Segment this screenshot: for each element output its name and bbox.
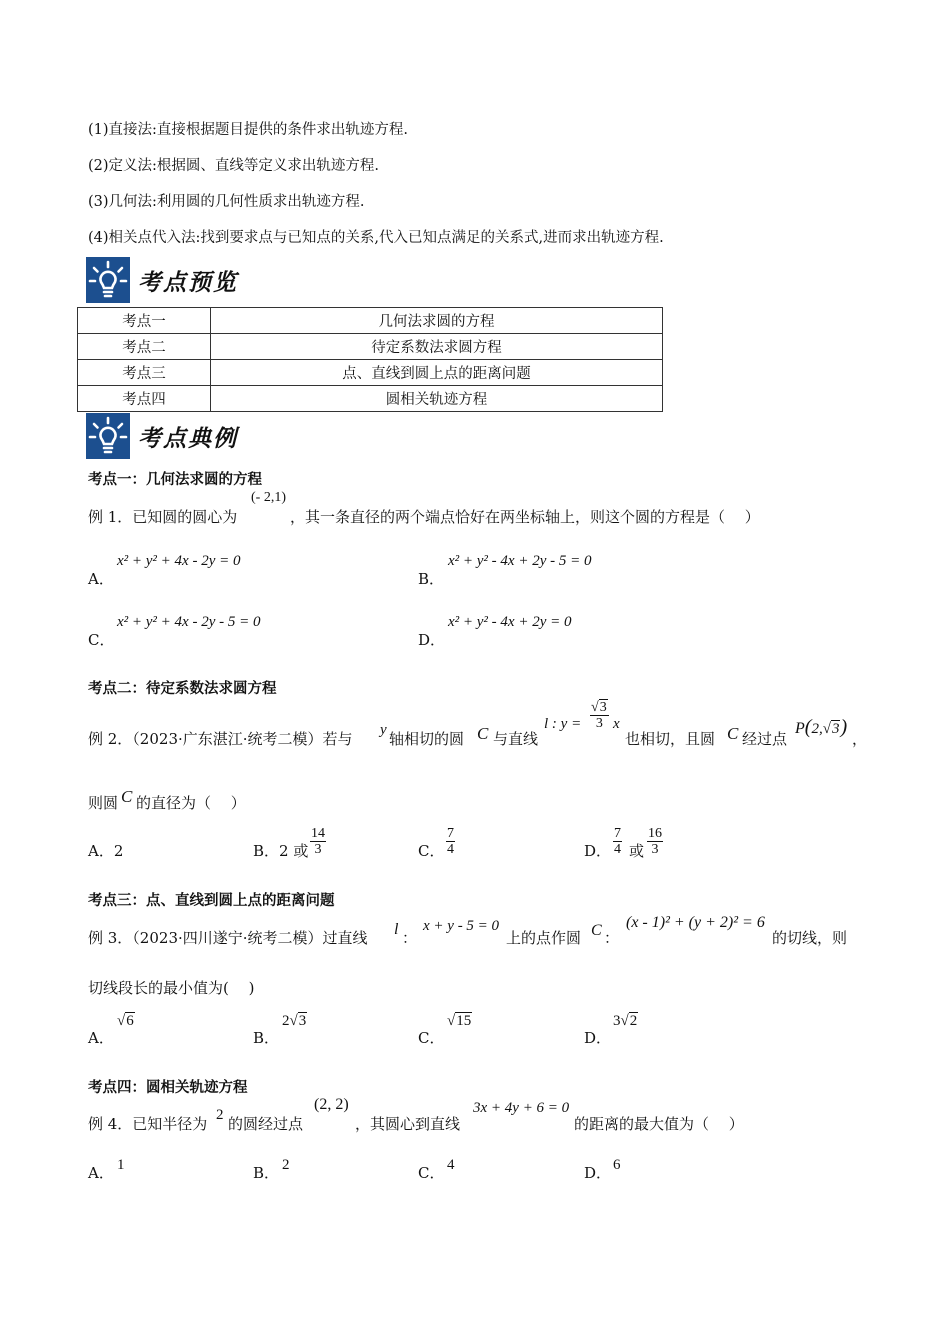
example-4-option-b-val: 2 [282, 1157, 290, 1173]
example-4-option-c-val: 4 [447, 1157, 455, 1173]
example-2-text-f: ， [852, 730, 868, 748]
example-2-line-l: l : y = [544, 716, 582, 732]
example-2-slope-num: 3 [599, 700, 607, 715]
sqrt-coef: 2 [282, 1013, 290, 1029]
example-2-c2: C [727, 724, 739, 743]
frac-num: 14 [311, 826, 325, 841]
example-3-text-b: 上的点作圆 [506, 929, 582, 947]
table-cell: 待定系数法求圆方程 [211, 334, 663, 360]
frac-num: 7 [447, 826, 454, 841]
frac-num: 16 [648, 826, 662, 841]
example-2-x: x [613, 716, 620, 732]
section-2-title: 考点二：待定系数法求圆方程 [88, 681, 277, 697]
example-1-option-d-eq: x² + y² - 4x + 2y = 0 [448, 614, 572, 630]
example-4-option-a-val: 1 [117, 1157, 125, 1173]
examples-banner-title: 考点典例 [138, 425, 238, 452]
example-2-option-a: A．2 [88, 842, 124, 860]
example-1-text-b: ，其一条直径的两个端点恰好在两坐标轴上，则这个圆的方程是（ ） [290, 508, 760, 526]
example-1-option-c-eq: x² + y² + 4x - 2y - 5 = 0 [117, 614, 261, 630]
example-1-option-b-label: B． [418, 570, 445, 588]
example-2-option-c-frac [446, 826, 455, 857]
preview-banner [86, 256, 286, 304]
table-cell: 几何法求圆的方程 [211, 308, 663, 334]
frac-num: 7 [614, 826, 621, 841]
example-2-c: C [477, 724, 489, 743]
example-3-c: C [591, 922, 602, 939]
frac-den: 3 [651, 842, 659, 857]
example-3-colon2: ： [604, 929, 620, 947]
table-cell: 点、直线到圆上点的距离问题 [211, 360, 663, 386]
example-2-point-p: P [795, 720, 805, 737]
example-1-option-a-label: A． [88, 570, 114, 588]
example-1-text-a: 例 1．已知圆的圆心为 [88, 508, 238, 526]
example-3-option-c-val: √15 [447, 1013, 472, 1029]
example-2-point-x: 2, [811, 721, 823, 737]
example-4-option-c-label: C． [418, 1164, 445, 1182]
example-2-text-g: 则圆 [88, 794, 119, 812]
example-1-center: (- 2,1) [251, 490, 286, 505]
example-2-y: y [380, 722, 387, 738]
example-2-text-c: 与直线 [493, 730, 539, 748]
example-4-text-b: 的圆经过点 [228, 1115, 304, 1133]
table-cell: 考点三 [78, 360, 211, 386]
example-2-option-d-frac2 [647, 826, 663, 857]
example-3-option-b-label: B． [253, 1029, 280, 1047]
example-3-option-d-label: D． [584, 1029, 612, 1047]
example-1-option-a-eq: x² + y² + 4x - 2y = 0 [117, 553, 241, 569]
table-cell: 圆相关轨迹方程 [211, 386, 663, 412]
lightbulb-icon [86, 257, 130, 303]
example-4-r: 2 [216, 1107, 224, 1123]
example-4-text-c: ，其圆心到直线 [355, 1115, 461, 1133]
example-2-text-d: 也相切，且圆 [625, 730, 716, 748]
example-2-point: P(2,√3) [795, 716, 848, 738]
example-4-text-a: 例 4．已知半径为 [88, 1115, 208, 1133]
frac-den: 3 [314, 842, 322, 857]
examples-banner [86, 412, 286, 460]
table-cell: 考点一 [78, 308, 211, 334]
example-2-option-d-label: D． [584, 842, 612, 860]
example-2-option-b-frac [310, 826, 326, 857]
table-row [78, 360, 663, 386]
example-3-line-eq: x + y - 5 = 0 [423, 918, 500, 934]
sqrt-coef: 3 [613, 1013, 621, 1029]
example-3-l: l [394, 921, 399, 938]
example-4-option-d-label: D． [584, 1164, 612, 1182]
example-3-option-d-val: 3√2 [613, 1013, 638, 1029]
example-1-option-b-eq: x² + y² - 4x + 2y - 5 = 0 [448, 553, 592, 569]
example-2-option-d-or: 或 [629, 842, 645, 860]
example-4-point: (2, 2) [314, 1096, 349, 1113]
table-cell: 考点四 [78, 386, 211, 412]
example-3-option-b-val: 2√3 [282, 1013, 307, 1029]
frac-den: 4 [614, 842, 621, 857]
preview-banner-title: 考点预览 [138, 269, 238, 296]
table-row [78, 308, 663, 334]
example-3-text-d: 切线段长的最小值为( ) [88, 979, 255, 997]
example-2-point-y: 3 [831, 721, 840, 737]
example-1-option-d-label: D． [418, 631, 446, 649]
table-cell: 考点二 [78, 334, 211, 360]
section-4-title: 考点四：圆相关轨迹方程 [88, 1080, 248, 1096]
example-2-slope: $\frac{√3}{3}$ [591, 700, 607, 731]
example-3-text-a: 例 3．（2023·四川遂宁·统考二模）过直线 [88, 929, 368, 947]
method-3: (3)几何法:利用圆的几何性质求出轨迹方程. [88, 194, 365, 210]
example-2-c3: C [121, 787, 133, 806]
example-3-option-c-label: C． [418, 1029, 445, 1047]
sqrt-radicand: 3 [298, 1013, 307, 1029]
sqrt-radicand: 15 [456, 1013, 472, 1029]
example-3-circle-eq: (x - 1)² + (y + 2)² = 6 [626, 914, 765, 931]
example-2-option-b-label: B．2 或 [253, 842, 309, 860]
example-2-text-e: 经过点 [742, 730, 788, 748]
example-4-option-b-label: B． [253, 1164, 280, 1182]
example-3-option-a-val: √6 [117, 1013, 134, 1029]
lightbulb-icon [86, 413, 130, 459]
table-row [78, 386, 663, 412]
method-4: (4)相关点代入法:找到要求点与已知点的关系,代入已知点满足的关系式,进而求出轨迹方程. [88, 230, 664, 246]
section-1-title: 考点一：几何法求圆的方程 [88, 472, 262, 488]
example-2-option-c-label: C． [418, 842, 445, 860]
example-1-option-c-label: C． [88, 631, 115, 649]
example-2-text-a: 例 2．（2023·广东湛江·统考二模）若与 [88, 730, 353, 748]
example-2-text-b: 轴相切的圆 [389, 730, 465, 748]
method-1: (1)直接法:直接根据题目提供的条件求出轨迹方程. [88, 122, 409, 138]
example-4-line-eq: 3x + 4y + 6 = 0 [473, 1100, 570, 1116]
example-4-text-d: 的距离的最大值为（ ） [574, 1115, 744, 1133]
section-3-title: 考点三：点、直线到圆上点的距离问题 [88, 893, 335, 909]
example-2-option-d-frac1 [613, 826, 622, 857]
frac-den: 4 [447, 842, 454, 857]
example-3-text-c: 的切线，则 [772, 929, 848, 947]
preview-table [77, 307, 663, 412]
example-3-option-a-label: A． [88, 1029, 114, 1047]
sqrt-radicand: 6 [126, 1013, 134, 1029]
example-2-text-h: 的直径为（ ） [136, 794, 246, 812]
table-row [78, 334, 663, 360]
method-2: (2)定义法:根据圆、直线等定义求出轨迹方程. [88, 158, 380, 174]
sqrt-radicand: 2 [629, 1013, 638, 1029]
example-2-slope-den: 3 [595, 716, 603, 731]
example-4-option-d-val: 6 [613, 1157, 621, 1173]
example-3-colon: ： [402, 929, 418, 947]
example-4-option-a-label: A． [88, 1164, 114, 1182]
